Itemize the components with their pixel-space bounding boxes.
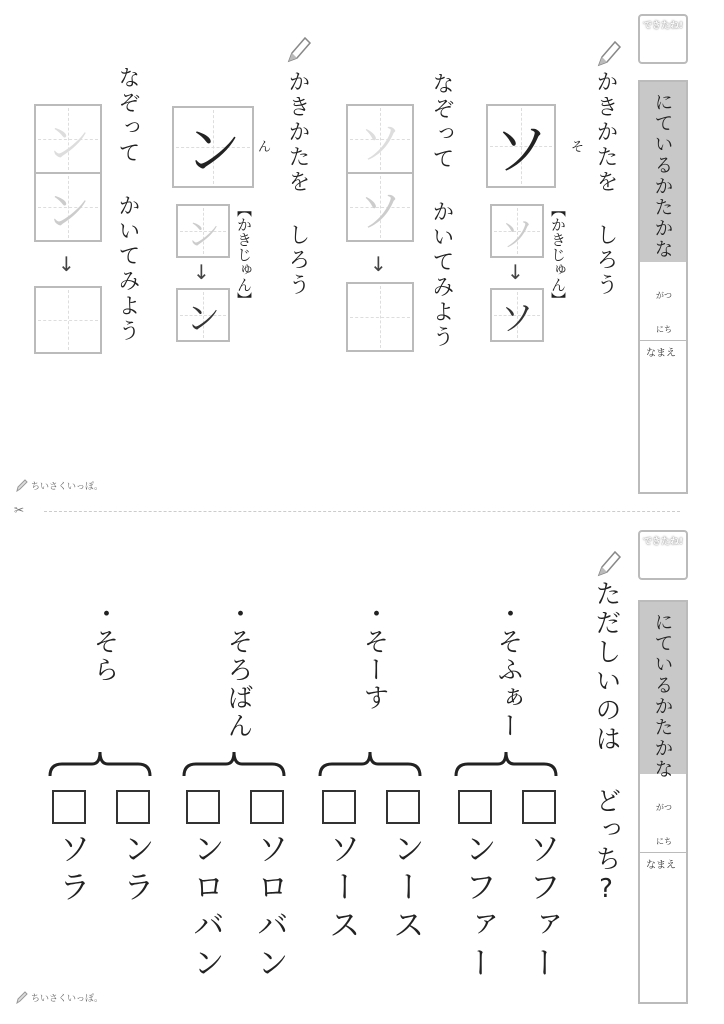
trace-char-2: ン: [46, 186, 90, 237]
cut-line: [44, 511, 680, 512]
brand-logo-text: ちいさくいっぽ。: [31, 993, 104, 1004]
side-strip: [638, 80, 688, 494]
trace-char-1: ソ: [358, 118, 402, 169]
lesson1-trace-instruction: なぞって かいてみよう: [429, 72, 454, 350]
stroke-char-1: ン: [186, 214, 220, 255]
item3-choice-left: ンロバン: [188, 832, 226, 984]
lesson2-reading: ん: [258, 140, 272, 155]
lesson1-trace-box-2: [346, 172, 414, 242]
title-band: [640, 602, 686, 780]
pencil-icon: [596, 548, 622, 578]
lesson2-trace-box-1: [34, 104, 102, 174]
item3-checkbox-left[interactable]: [186, 790, 220, 824]
item2-choice-left: ソース: [324, 832, 362, 946]
item4-choice-right: ンラ: [118, 832, 156, 908]
lesson2-trace-instruction: なぞって かいてみよう: [115, 66, 140, 344]
lesson2-stroke-label: 【かきじゅん】: [235, 202, 253, 307]
stamp-box: [638, 14, 688, 64]
brace: [182, 750, 286, 778]
brand-logo-text: ちいさくいっぽ。: [31, 481, 104, 492]
lesson2-trace-arrow: ↓: [58, 252, 75, 276]
name-divider: [640, 852, 686, 853]
lesson1-write-box[interactable]: [346, 282, 414, 352]
pencil-icon: [286, 34, 312, 64]
lesson1-reading: そ: [571, 140, 585, 155]
brand-logo: [16, 478, 103, 492]
item2-checkbox-right[interactable]: [386, 790, 420, 824]
name-label: なまえ: [646, 860, 676, 871]
lesson1-trace-box-1: [346, 104, 414, 174]
lesson1-trace-arrow: ↓: [370, 252, 387, 276]
item4-checkbox-right[interactable]: [116, 790, 150, 824]
lesson2-arrow: ↓: [193, 260, 210, 284]
worksheet-title: にているかたかな: [651, 612, 674, 780]
item4-word: ・そら: [89, 600, 119, 684]
item3-checkbox-right[interactable]: [250, 790, 284, 824]
stamp-label: できたね!: [643, 21, 684, 31]
lesson2-big-box: [172, 106, 254, 188]
pencil-icon: [596, 38, 622, 68]
lesson1-instruction: かきかたを しろう: [593, 70, 618, 298]
item2-checkbox-left[interactable]: [322, 790, 356, 824]
side-strip: [638, 600, 688, 1004]
stroke-char-1: ソ: [500, 214, 534, 255]
trace-char-1: ン: [46, 118, 90, 169]
lesson1-stroke-box-2: [490, 288, 544, 342]
item1-choice-left: ンファー: [460, 832, 498, 984]
date-month: がつ: [656, 291, 672, 300]
stamp-label: できたね!: [643, 537, 684, 547]
item4-choice-left: ソラ: [54, 832, 92, 908]
trace-char-2: ソ: [358, 186, 402, 237]
pencil-icon: [16, 478, 28, 492]
pencil-icon: [16, 990, 28, 1004]
item1-choice-right: ソファー: [524, 832, 562, 984]
brand-logo: [16, 990, 103, 1004]
lesson2-trace-box-2: [34, 172, 102, 242]
name-label: なまえ: [646, 348, 676, 359]
date-day: にち: [656, 837, 672, 846]
brace: [318, 750, 422, 778]
lesson1-arrow: ↓: [507, 260, 524, 284]
date-month: がつ: [656, 803, 672, 812]
big-char-so: ソ: [493, 118, 549, 183]
stroke-char-2: ン: [186, 298, 220, 339]
item1-word: ・そふぁー: [493, 600, 523, 740]
lesson2-stroke-box-1: [176, 204, 230, 258]
title-band: [640, 82, 686, 262]
big-char-n: ン: [185, 119, 241, 184]
date-day: にち: [656, 325, 672, 334]
worksheet-title: にているかたかな: [651, 92, 674, 260]
lesson1-stroke-label: 【かきじゅん】: [549, 202, 567, 307]
item1-checkbox-right[interactable]: [522, 790, 556, 824]
lesson1-stroke-box-1: [490, 204, 544, 258]
item4-checkbox-left[interactable]: [52, 790, 86, 824]
item2-word: ・そーす: [359, 600, 389, 712]
lesson2-stroke-box-2: [176, 288, 230, 342]
item3-word: ・そろばん: [223, 600, 253, 740]
lesson2-instruction: かきかたを しろう: [285, 70, 310, 298]
scissor-icon: ✂: [14, 503, 25, 517]
name-divider: [640, 340, 686, 341]
stamp-box: [638, 530, 688, 580]
question-text: ただしいのは どっち?: [591, 580, 621, 907]
brace: [454, 750, 558, 778]
item3-choice-right: ソロバン: [252, 832, 290, 984]
brace: [48, 750, 152, 778]
stroke-char-2: ソ: [500, 298, 534, 339]
lesson2-write-box[interactable]: [34, 286, 102, 354]
item1-checkbox-left[interactable]: [458, 790, 492, 824]
lesson1-big-box: [486, 104, 556, 188]
item2-choice-right: ンース: [388, 832, 426, 946]
